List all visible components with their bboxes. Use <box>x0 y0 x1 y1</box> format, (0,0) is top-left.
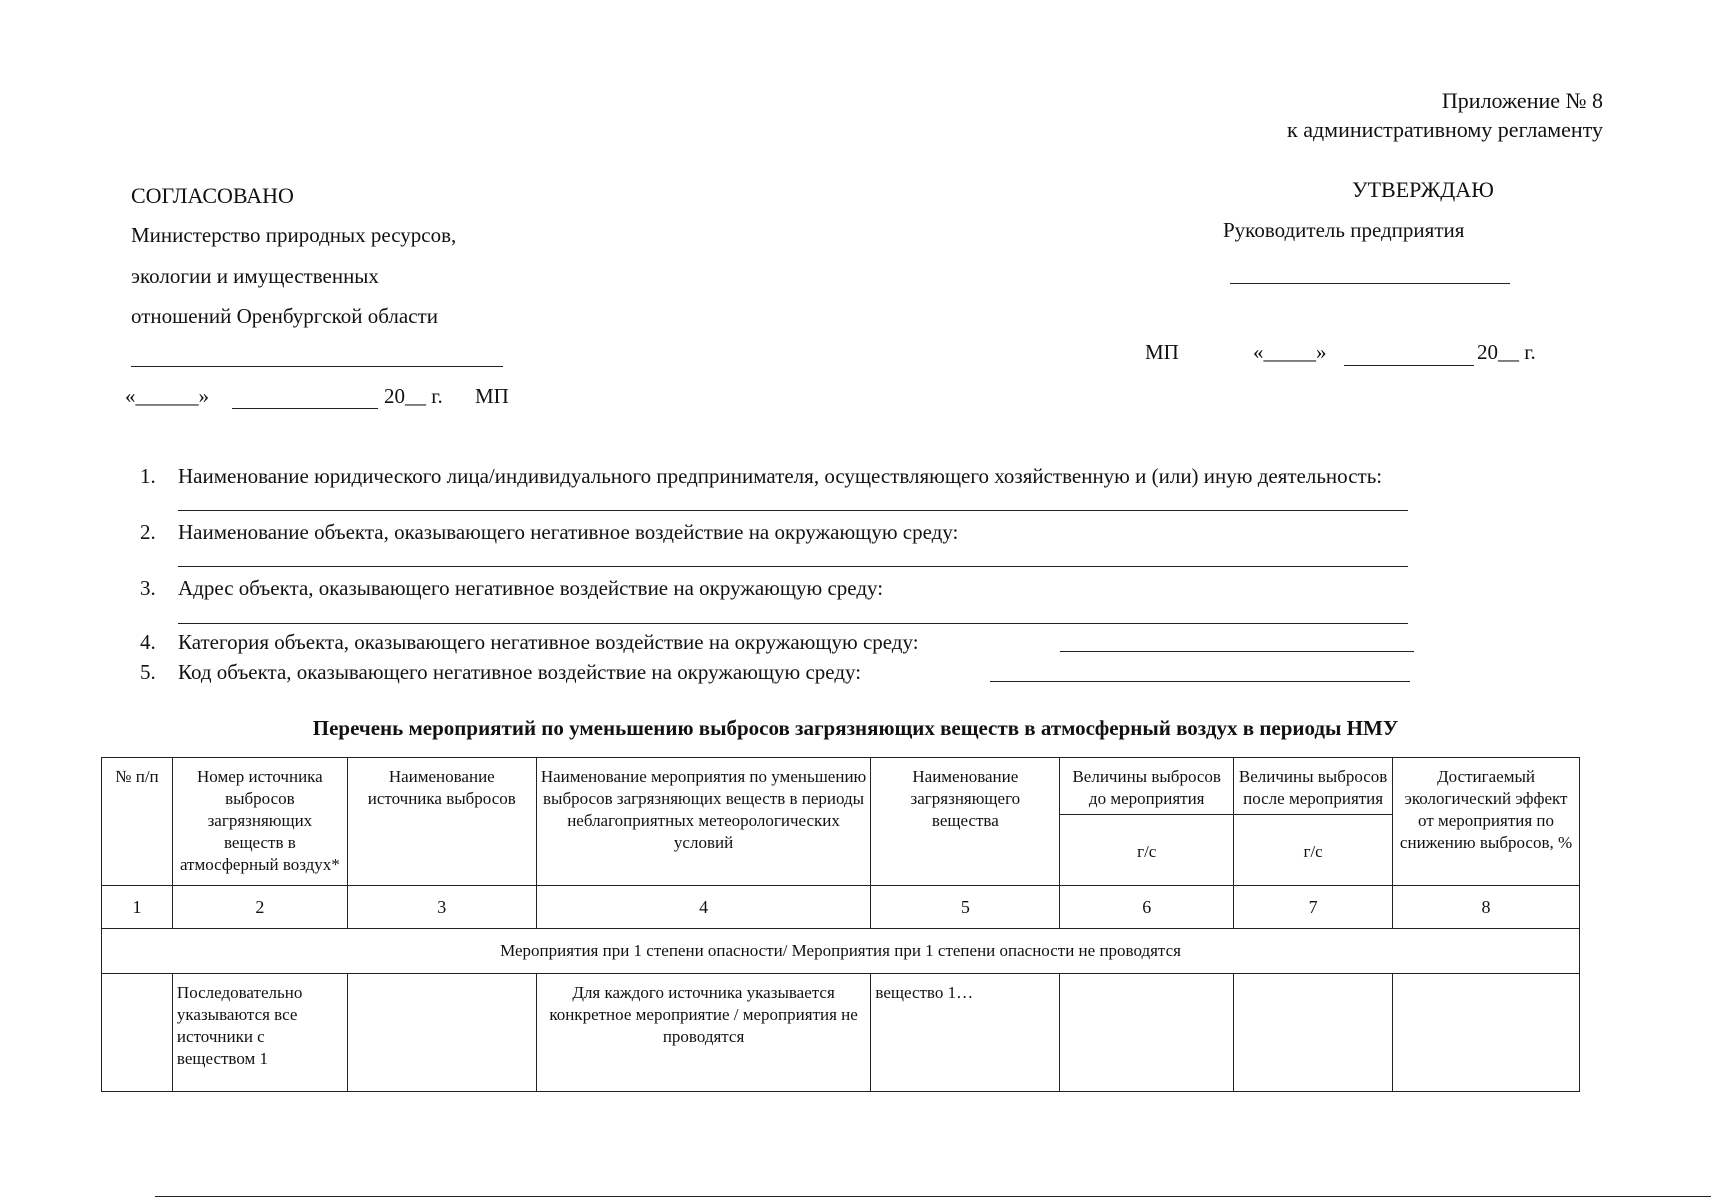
form-item-1-field[interactable] <box>178 510 1408 511</box>
approve-title: УТВЕРЖДАЮ <box>1352 177 1494 202</box>
column-number: 3 <box>347 886 536 929</box>
agreed-org-line1: Министерство природных ресурсов, <box>131 223 457 247</box>
approve-date-day: «_____» <box>1253 340 1327 364</box>
form-item-5 <box>140 660 861 685</box>
unit-cell: г/с <box>1060 815 1234 886</box>
column-number: 1 <box>102 886 173 929</box>
form-item-number: 1. <box>140 464 156 488</box>
agreed-stamp: МП <box>475 384 509 408</box>
form-item-label: Категория объекта, оказывающего негативное воздействие на окружающую среду: <box>178 630 919 654</box>
column-number: 2 <box>172 886 347 929</box>
form-item-2-field[interactable] <box>178 566 1408 567</box>
form-item-label: Код объекта, оказывающего негативное воздействие на окружающую среду: <box>178 660 862 684</box>
form-item-number: 5. <box>140 660 156 684</box>
column-number: 8 <box>1393 886 1580 929</box>
cell-source-name[interactable] <box>347 974 536 1092</box>
agreed-signature-line[interactable] <box>131 366 503 367</box>
bottom-rule <box>155 1196 1711 1197</box>
form-item-5-field[interactable] <box>990 681 1410 682</box>
cell-effect[interactable] <box>1393 974 1580 1092</box>
form-item-1 <box>140 464 1382 489</box>
form-item-3 <box>140 576 883 601</box>
cell-num[interactable] <box>102 974 173 1092</box>
agreed-date-year: 20__ г. <box>384 384 443 408</box>
appendix-subtitle: к административному регламенту <box>1287 117 1603 142</box>
measures-table <box>101 757 1580 1092</box>
unit-cell: г/с <box>1234 815 1393 886</box>
form-item-label: Адрес объекта, оказывающего негативное воздействие на окружающую среду: <box>178 576 884 600</box>
approve-signature-line[interactable] <box>1230 283 1510 284</box>
cell-substance[interactable]: вещество 1… <box>871 974 1060 1092</box>
agreed-title: СОГЛАСОВАНО <box>131 183 294 208</box>
stage-row <box>102 929 1580 974</box>
cell-measure[interactable]: Для каждого источника указывается конкретное мероприятие / мероприятия не проводятся <box>536 974 871 1092</box>
header-cell: Наименование загрязняющего вещества <box>871 758 1060 886</box>
column-number-row <box>102 886 1580 929</box>
header-cell: Наименование источника выбросов <box>347 758 536 886</box>
header-cell: Достигаемый экологический эффект от мероприятия по снижению выбросов, % <box>1393 758 1580 886</box>
form-item-number: 3. <box>140 576 156 600</box>
header-cell: Наименование мероприятия по уменьшению выбросов загрязняющих веществ в периоды неблагоприятных метеорологических условий <box>536 758 871 886</box>
form-item-label: Наименование объекта, оказывающего негативное воздействие на окружающую среду: <box>178 520 959 544</box>
header-cell: Величины выбросов после мероприятия <box>1234 758 1393 815</box>
form-item-number: 2. <box>140 520 156 544</box>
table-header-row <box>102 758 1580 815</box>
approve-date-year: 20__ г. <box>1477 340 1536 364</box>
appendix-title: Приложение № 8 <box>1441 88 1603 113</box>
form-item-3-field[interactable] <box>178 623 1408 624</box>
approve-stamp: МП <box>1145 340 1179 364</box>
header-cell: Номер источника выбросов загрязняющих веществ в атмосферный воздух* <box>172 758 347 886</box>
cell-before[interactable] <box>1060 974 1234 1092</box>
form-item-number: 4. <box>140 630 156 654</box>
agreed-date-month-line[interactable] <box>232 408 378 409</box>
stage-row-label: Мероприятия при 1 степени опасности/ Мероприятия при 1 степени опасности не проводятся <box>102 929 1580 974</box>
appendix-block <box>1287 86 1603 144</box>
cell-source[interactable]: Последовательно указываются все источники с веществом 1 <box>172 974 347 1092</box>
column-number: 4 <box>536 886 871 929</box>
form-item-2 <box>140 520 958 545</box>
column-number: 5 <box>871 886 1060 929</box>
header-cell: № п/п <box>102 758 173 886</box>
agreed-org-line2: экологии и имущественных <box>131 264 379 288</box>
cell-after[interactable] <box>1234 974 1393 1092</box>
form-item-4 <box>140 630 919 655</box>
column-number: 7 <box>1234 886 1393 929</box>
agreed-date-day: «______» <box>125 384 209 408</box>
agreed-org-line3: отношений Оренбургской области <box>131 304 438 328</box>
approve-date-month-line[interactable] <box>1344 365 1474 366</box>
column-number: 6 <box>1060 886 1234 929</box>
header-cell: Величины выбросов до мероприятия <box>1060 758 1234 815</box>
form-item-4-field[interactable] <box>1060 651 1414 652</box>
form-item-label: Наименование юридического лица/индивидуального предпринимателя, осуществляющего хозяйственную и (или) иную деятельность: <box>178 464 1383 488</box>
approve-position: Руководитель предприятия <box>1223 218 1465 242</box>
table-title: Перечень мероприятий по уменьшению выбросов загрязняющих веществ в атмосферный воздух в периоды НМУ <box>312 716 1399 740</box>
table-row <box>102 974 1580 1092</box>
